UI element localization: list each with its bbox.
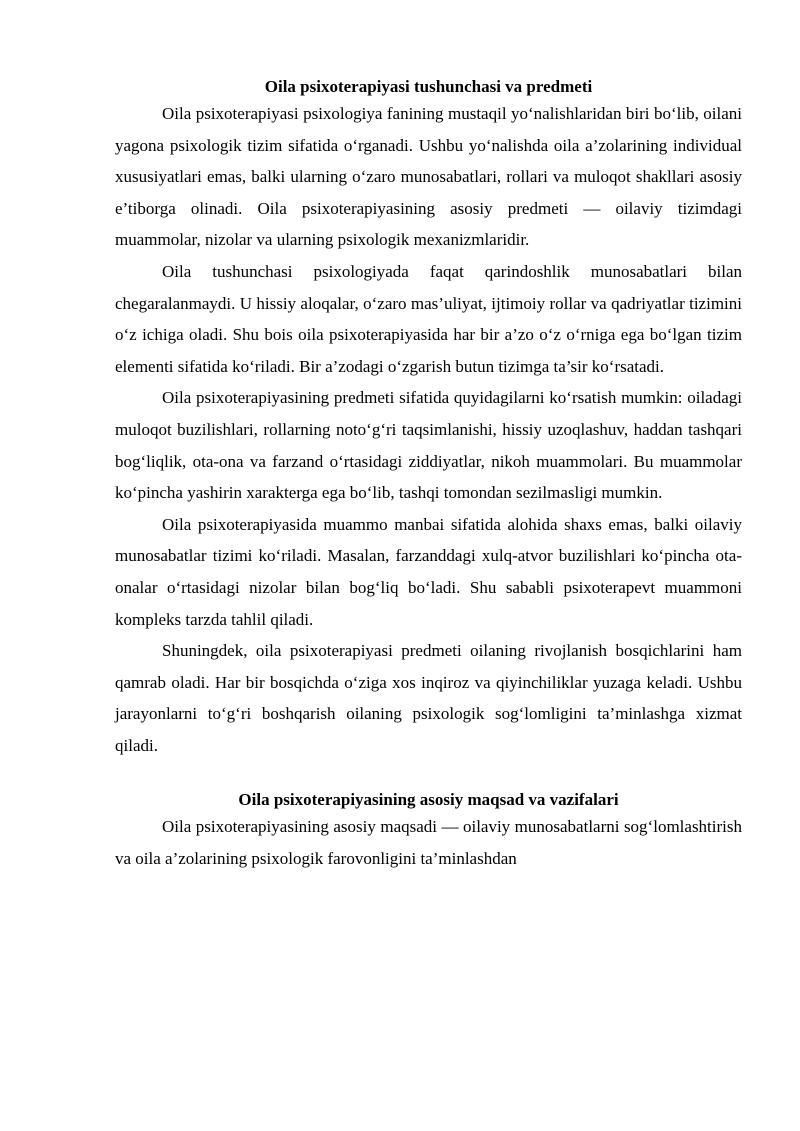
document-page: [115, 76, 742, 875]
paragraph: Oila psixoterapiyasining asosiy maqsadi — oilaviy munosabatlarni sog‘lomlashtirish va oila a’zolarining psixologik farovonligini ta’minlashdan: [115, 817, 742, 869]
paragraph: Oila psixoterapiyasining predmeti sifatida quyidagilarni ko‘rsatish mumkin: oiladagi muloqot buzilishlari, rollarning noto‘g‘ri taqsimlanishi, hissiy uzoqlashuv, haddan tashqari bog‘liqlik, ota-ona va farzand o‘rtasidagi ziddiyatlar, nikoh muammolari. Bu muammolar ko‘pincha yashirin xarakterga ega bo‘lib, tashqi tomondan sezilmasligi mumkin.: [115, 388, 742, 503]
paragraph: Oila tushunchasi psixologiyada faqat qarindoshlik munosabatlari bilan chegaralanmaydi. U hissiy aloqalar, o‘zaro mas’uliyat, ijtimoiy rollar va qadriyatlar tizimini o‘z ichiga oladi. Shu bois oila psixoterapiyasida har bir a’zo o‘z o‘rniga ega bo‘lgan tizim elementi sifatida ko‘riladi. Bir a’zodagi o‘zgarish butun tizimga ta’sir ko‘rsatadi.: [115, 261, 742, 376]
paragraph: Shuningdek, oila psixoterapiyasi predmeti oilaning rivojlanish bosqichlarini ham qamrab oladi. Har bir bosqichda o‘ziga xos inqiroz va qiyinchiliklar yuzaga keladi. Ushbu jarayonlarni to‘g‘ri boshqarish oilaning psixologik sog‘lomligini ta’minlashga xizmat qiladi.: [115, 641, 742, 755]
section-title: Oila psixoterapiyasi tushunchasi va predmeti: [264, 77, 593, 96]
paragraph: Oila psixoterapiyasida muammo manbai sifatida alohida shaxs emas, balki oilaviy munosabatlar tizimi ko‘riladi. Masalan, farzanddagi xulq-atvor buzilishlari ko‘pincha ota-onalar o‘rtasidagi nizolar bilan bog‘liq bo‘ladi. Shu sababli psixoterapevt muammoni kompleks tarzda tahlil qiladi.: [115, 514, 742, 629]
section-title: Oila psixoterapiyasining asosiy maqsad va vazifalari: [238, 790, 619, 810]
paragraph: Oila psixoterapiyasi psixologiya fanining mustaqil yo‘nalishlaridan biri bo‘lib, oilani yagona psixologik tizim sifatida o‘rganadi. Ushbu yo‘nalishda oila a’zolarining individual xususiyatlari emas, balki ularning o‘zaro munosabatlari, rollari va muloqot shakllari asosiy e’tiborga olinadi. Oila psixoterapiyasining asosiy predmeti — oilaviy tizimdagi muammolar, nizolar va ularning psixologik mexanizmlaridir.: [115, 104, 742, 250]
